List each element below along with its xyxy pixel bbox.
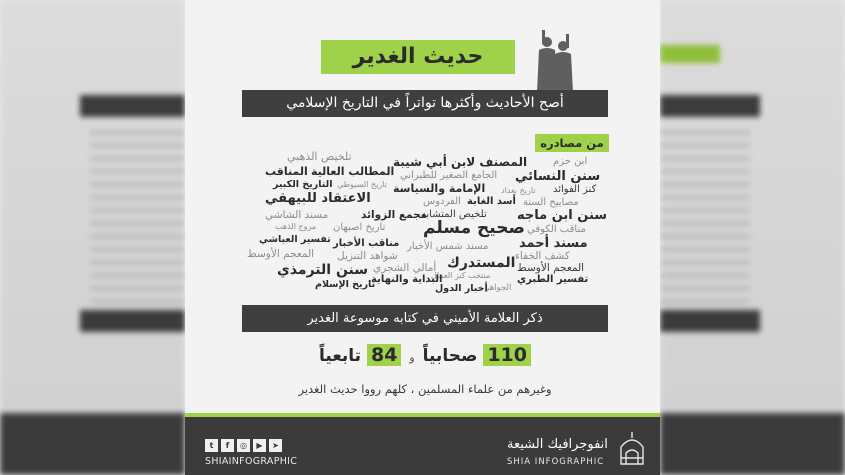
source-word: سنن النسائي bbox=[515, 169, 601, 184]
source-word: مسند الشاشي bbox=[265, 209, 329, 221]
source-word: المصنف لابن أبي شيبة bbox=[393, 155, 528, 169]
source-word: أخبار الدول bbox=[435, 283, 488, 294]
source-word: مجمع الزوائد bbox=[361, 209, 428, 221]
source-word: التاريخ الكبير bbox=[273, 179, 333, 190]
source-word: المطالب العالية bbox=[311, 165, 395, 178]
facebook-icon[interactable]: f bbox=[221, 439, 234, 452]
source-word: مناقب الكوفي bbox=[527, 224, 586, 235]
source-word: مسند شمس الأخبار bbox=[407, 241, 489, 252]
source-word: شواهد التنزيل bbox=[337, 250, 398, 262]
source-word: كشف الخفاء bbox=[515, 250, 570, 262]
source-word: منتخب كنز العمال bbox=[431, 271, 491, 280]
shrine-logo-icon bbox=[617, 431, 647, 465]
source-word: مروج الذهب bbox=[275, 222, 317, 231]
source-word: تاريخ الإسلام bbox=[315, 279, 376, 290]
source-word: أسد الغابة bbox=[467, 196, 516, 207]
instagram-icon[interactable]: ◎ bbox=[237, 439, 250, 452]
source-word: البداية والنهاية bbox=[371, 274, 443, 285]
source-word: تفسير العياشي bbox=[259, 234, 331, 245]
source-word: كنز الفوائد bbox=[553, 184, 597, 195]
source-word: ابن حزم bbox=[553, 156, 588, 167]
brand-name-arabic: انفوجرافيك الشيعة bbox=[507, 437, 608, 452]
footnote-text: وغيرهم من علماء المسلمين ، كلهم رووا حديث الغدير bbox=[298, 382, 552, 396]
brand-name-english: SHIA INFOGRAPHIC bbox=[507, 457, 605, 467]
narrators-count bbox=[275, 344, 575, 378]
source-word: صحيح مسلم bbox=[423, 218, 525, 238]
source-word: المعجم الأوسط bbox=[517, 262, 585, 274]
blurred-right-panel bbox=[660, 0, 845, 475]
sources-label: من مصادره bbox=[535, 134, 609, 152]
source-word: سنن الترمذي bbox=[277, 262, 369, 278]
twitter-icon[interactable]: t bbox=[205, 439, 218, 452]
sahaba-number: 110 bbox=[483, 344, 531, 366]
source-word: الفردوس bbox=[423, 196, 461, 207]
source-word: المستدرك bbox=[447, 255, 516, 271]
source-word: المناقب bbox=[265, 165, 308, 178]
blurred-left-panel bbox=[0, 0, 185, 475]
source-word: المعجم الأوسط bbox=[247, 248, 315, 260]
source-word: الجواهر bbox=[485, 283, 512, 293]
tabi-number: 84 bbox=[367, 344, 401, 366]
page-title: حديث الغدير bbox=[321, 40, 515, 74]
source-word: مصابيح السنة bbox=[523, 197, 579, 208]
footer-bar bbox=[185, 417, 660, 475]
source-word: تاريخ اصبهان bbox=[333, 222, 386, 233]
source-word: تلخيص الذهبي bbox=[287, 150, 352, 163]
source-word: مناقب الأخبار bbox=[333, 238, 400, 249]
social-handle: SHIAINFOGRAPHIC bbox=[205, 456, 298, 467]
source-word: تفسير الطبري bbox=[517, 274, 589, 285]
source-word: أمالي الشجري bbox=[373, 262, 437, 274]
social-icons bbox=[205, 439, 282, 452]
tabi-label: تابعياً bbox=[319, 346, 362, 366]
youtube-icon[interactable]: ▶ bbox=[253, 439, 266, 452]
and-conjunction: و bbox=[409, 351, 415, 364]
source-word: سنن ابن ماجه bbox=[517, 208, 608, 223]
alamini-banner: ذكر العلامة الأميني في كتابه موسوعة الغدير bbox=[242, 305, 608, 332]
sahaba-label: صحابياً bbox=[422, 346, 478, 366]
sources-word-cloud bbox=[185, 0, 660, 300]
source-word: مسند أحمد bbox=[519, 236, 588, 251]
telegram-icon[interactable]: ➤ bbox=[269, 439, 282, 452]
source-word: تلخيص المتشابه bbox=[421, 209, 487, 220]
source-word: تاريخ بغداد bbox=[501, 186, 536, 195]
infographic-card bbox=[185, 0, 660, 475]
subtitle-banner: أصح الأحاديث وأكثرها تواتراً في التاريخ الإسلامي bbox=[242, 90, 608, 117]
source-word: الجامع الصغير للطبراني bbox=[400, 170, 498, 181]
source-word: الاعتقاد للبيهقي bbox=[265, 191, 371, 206]
source-word: الإمامة والسياسة bbox=[393, 182, 486, 195]
source-word: تاريخ السيوطي bbox=[337, 180, 387, 189]
